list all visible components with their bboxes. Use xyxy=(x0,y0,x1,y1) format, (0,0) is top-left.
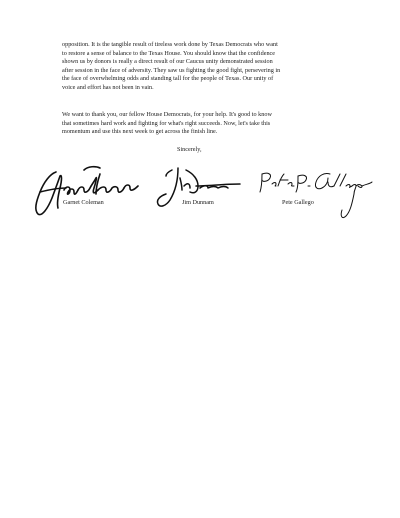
signatory-name-gallego: Pete Gallego xyxy=(282,199,314,206)
body-paragraph-2 xyxy=(62,111,372,137)
paragraph-line: after session in the face of adversity. They saw us fighting the good fight, persevering in xyxy=(62,66,281,74)
paragraph-line: shown us by donors is really a direct result of our Caucus unity demonstrated session xyxy=(62,58,273,65)
paragraph-line: We want to thank you, our fellow House Democrats, for your help. It's good to know xyxy=(62,111,272,118)
paragraph-line: to restore a sense of balance to the Texas House. You should know that the confidence xyxy=(62,49,276,57)
closing-salutation: Sincerely, xyxy=(177,146,202,153)
signature-pete-gallego xyxy=(260,173,372,217)
signatures-svg xyxy=(0,164,400,224)
paragraph-line: opposition. It is the tangible result of tireless work done by Texas Democrats who want xyxy=(62,41,278,48)
signature-block xyxy=(0,164,400,224)
signature-garnet-coleman xyxy=(36,167,138,215)
paragraph-line: that sometimes hard work and fighting for what's right succeeds. Now, let's take this xyxy=(62,119,271,127)
signatory-name-dunnam: Jim Dunnam xyxy=(182,199,214,206)
signatory-name-coleman: Garnet Coleman xyxy=(63,199,104,206)
body-paragraph-1 xyxy=(62,41,372,92)
paragraph-line: momentum and use this next week to get across the finish line. xyxy=(62,128,218,135)
paragraph-line: voice and effort has not been in vain. xyxy=(62,83,154,91)
paragraph-line: the face of overwhelming odds and standing tall for the people of Texas. Our unity of xyxy=(62,75,274,82)
